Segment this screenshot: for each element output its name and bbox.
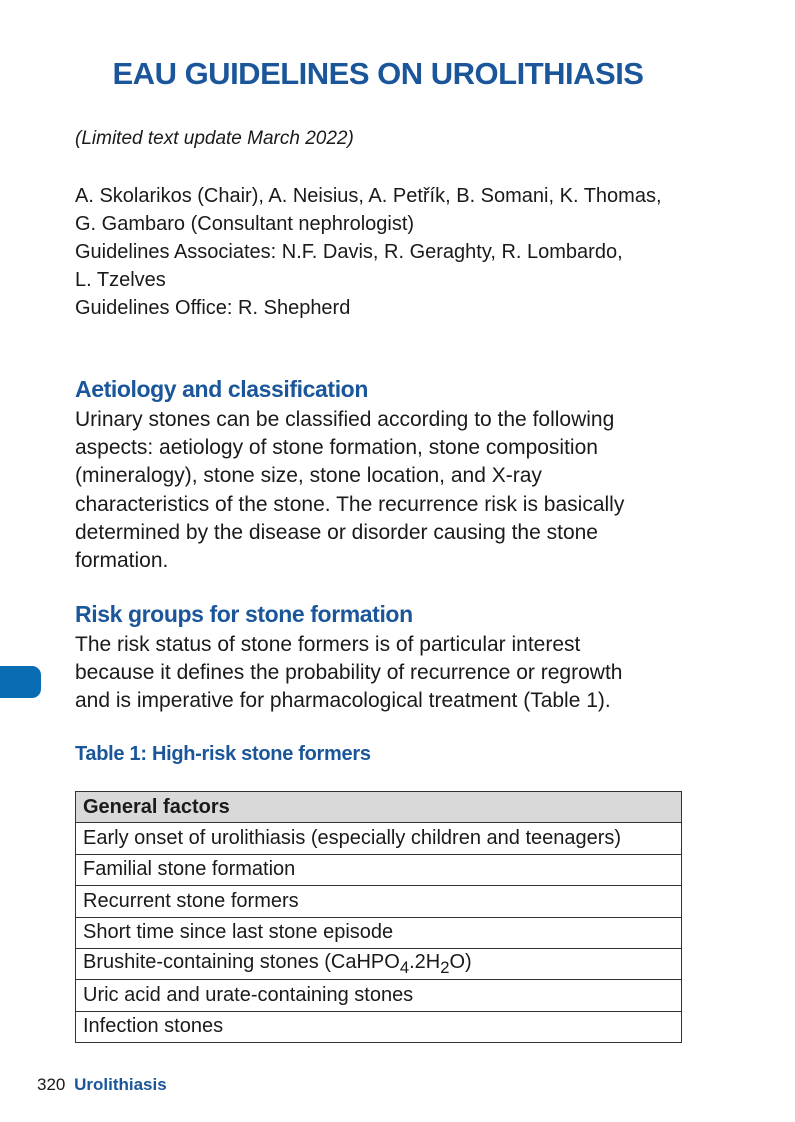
table-header-cell: General factors (76, 792, 682, 823)
table-cell: Infection stones (76, 1011, 682, 1042)
formula-suffix: O) (449, 950, 472, 973)
table-row (76, 980, 682, 1011)
section-heading-aetiology: Aetiology and classification (75, 376, 368, 402)
table-cell: Early onset of urolithiasis (especially children and teenagers) (76, 823, 682, 854)
body-line: aspects: aetiology of stone formation, stone composition (75, 436, 598, 460)
body-line: and is imperative for pharmacological treatment (Table 1). (75, 689, 611, 713)
page-number: 320 (37, 1075, 66, 1094)
table-row (76, 823, 682, 854)
author-line: Guidelines Associates: N.F. Davis, R. Geraghty, R. Lombardo, (75, 241, 623, 263)
table-row (76, 917, 682, 948)
body-line: characteristics of the stone. The recurrence risk is basically (75, 492, 625, 516)
table-header-row (76, 792, 682, 823)
document-title: EAU GUIDELINES ON UROLITHIASIS (112, 56, 644, 91)
body-line: determined by the disease or disorder causing the stone (75, 520, 598, 544)
author-line: L. Tzelves (75, 269, 166, 291)
body-line: Urinary stones can be classified according to the following (75, 408, 615, 431)
body-line: The risk status of stone formers is of particular interest (75, 633, 581, 656)
high-risk-table (75, 791, 682, 1043)
page-footer (37, 1075, 167, 1095)
author-line: Guidelines Office: R. Shepherd (75, 297, 351, 319)
table-row (76, 854, 682, 885)
authors-block (75, 182, 662, 322)
table-cell: Familial stone formation (76, 854, 682, 885)
body-line: formation. (75, 549, 169, 573)
section-body-aetiology (75, 406, 715, 575)
author-line: G. Gambaro (Consultant nephrologist) (75, 213, 415, 235)
section-heading-risk-groups: Risk groups for stone formation (75, 601, 413, 627)
table-row (76, 948, 682, 979)
update-note: (Limited text update March 2022) (75, 128, 354, 149)
table-row (76, 1011, 682, 1042)
body-line: because it defines the probability of recurrence or regrowth (75, 661, 623, 685)
formula-mid: .2H (409, 950, 441, 973)
table-row (76, 886, 682, 917)
table-cell (76, 948, 682, 979)
formula-prefix: Brushite-containing stones (CaHPO (83, 950, 400, 973)
table-cell: Recurrent stone formers (76, 886, 682, 917)
chapter-tab-marker (0, 666, 41, 698)
footer-section-name: Urolithiasis (74, 1075, 167, 1094)
formula-subscript: 4 (399, 957, 410, 977)
section-body-risk-groups (75, 631, 715, 716)
body-line: (mineralogy), stone size, stone location, and X-ray (75, 464, 542, 488)
table-cell: Uric acid and urate-containing stones (76, 980, 682, 1011)
table-caption: Table 1: High-risk stone formers (75, 743, 371, 765)
table-cell: Short time since last stone episode (76, 917, 682, 948)
formula-subscript: 2 (440, 957, 450, 977)
author-line: A. Skolarikos (Chair), A. Neisius, A. Petřík, B. Somani, K. Thomas, (75, 185, 662, 207)
